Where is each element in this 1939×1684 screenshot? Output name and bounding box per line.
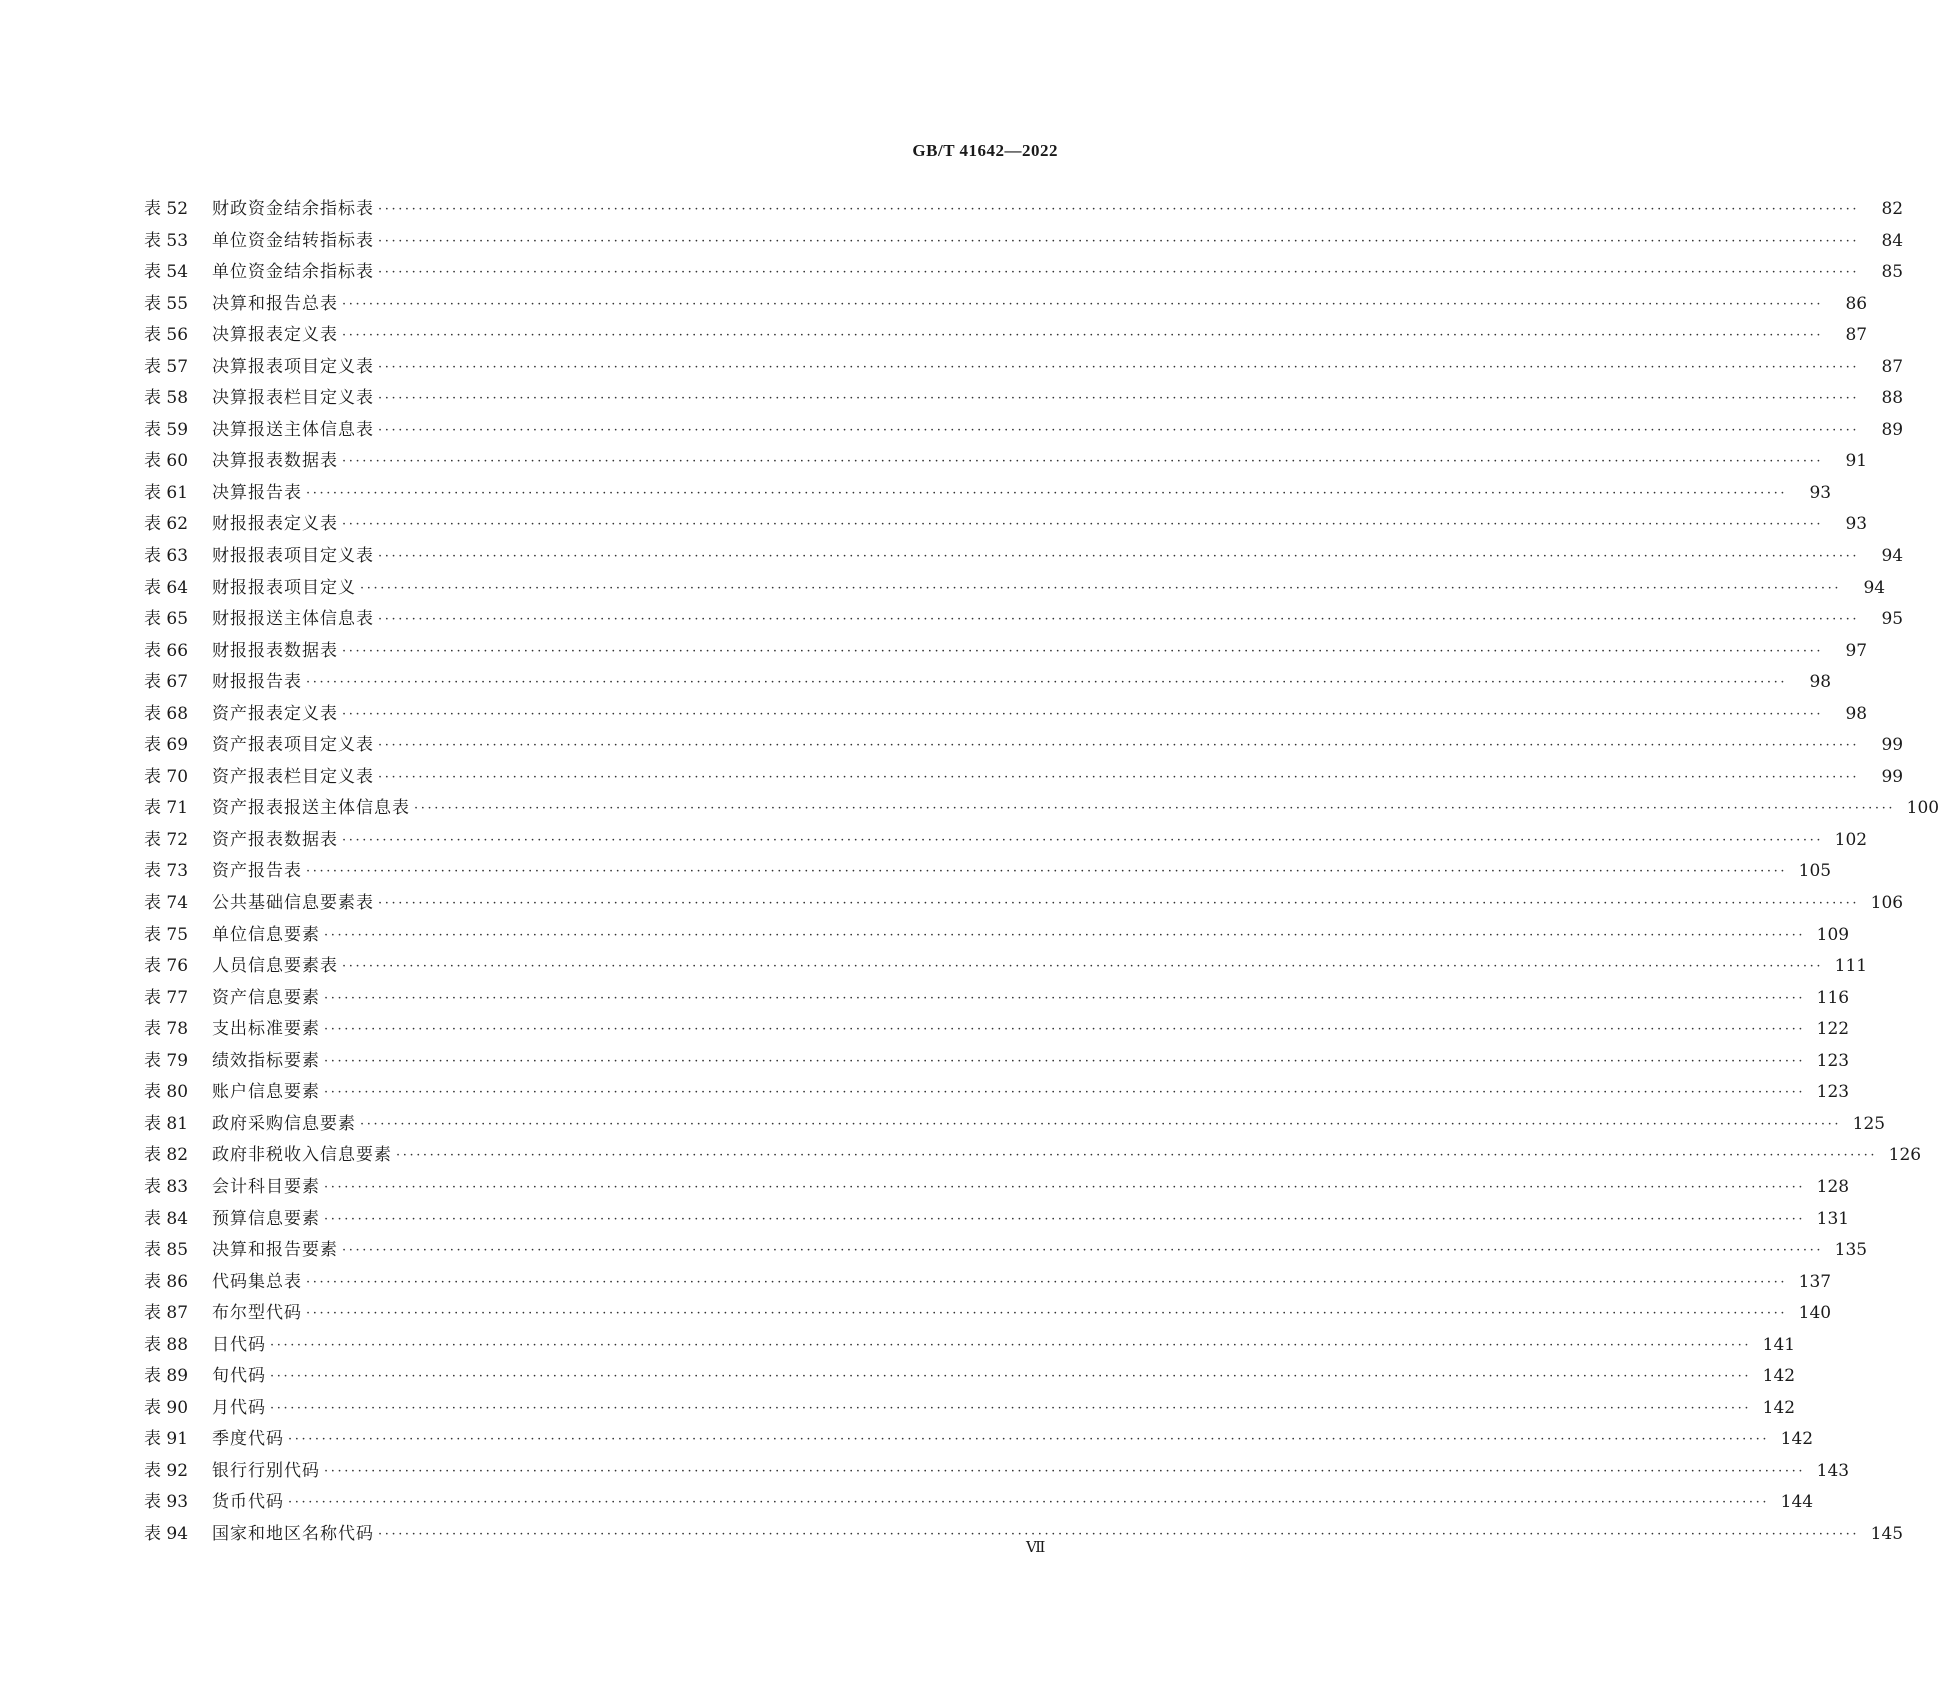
toc-entry-title: 资产报表数据表: [212, 829, 338, 850]
toc-entry-page-number: 85: [1881, 262, 1904, 283]
toc-entry-number: 表 54: [144, 262, 189, 283]
toc-entry[interactable]: [144, 1140, 1922, 1172]
toc-entry-title: 国家和地区名称代码: [212, 1523, 374, 1544]
toc-entry[interactable]: [144, 1235, 1868, 1267]
toc-entry[interactable]: [144, 352, 1904, 384]
toc-entry[interactable]: [144, 1424, 1814, 1456]
toc-entry-page-number: 140: [1798, 1303, 1832, 1324]
dot-leader: ····························································································································································································································: [324, 1211, 1806, 1227]
toc-entry-page-number: 94: [1881, 546, 1904, 567]
toc-entry-page-number: 144: [1780, 1492, 1814, 1513]
toc-entry-title: 月代码: [212, 1397, 266, 1418]
toc-entry-title: 决算报表数据表: [212, 451, 338, 472]
toc-entry-page-number: 82: [1881, 199, 1904, 219]
toc-entry[interactable]: [144, 888, 1904, 920]
toc-entry-number: 表 55: [144, 293, 189, 314]
toc-entry-page-number: 98: [1845, 703, 1868, 724]
dot-leader: ····························································································································································································································: [414, 801, 1896, 817]
toc-entry-title: 财报报表定义表: [212, 514, 338, 535]
toc-entry-title: 季度代码: [212, 1429, 284, 1450]
toc-entry-page-number: 128: [1816, 1176, 1850, 1197]
toc-entry-number: 表 66: [144, 640, 189, 661]
toc-entry-title: 布尔型代码: [212, 1303, 302, 1324]
dot-leader: ····························································································································································································································: [324, 927, 1806, 943]
toc-entry-number: 表 70: [144, 766, 189, 787]
toc-entry[interactable]: [144, 383, 1904, 415]
toc-entry-page-number: 123: [1816, 1082, 1850, 1103]
dot-leader: ····························································································································································································································: [342, 454, 1824, 470]
toc-entry-title: 支出标准要素: [212, 1019, 320, 1040]
toc-entry-title: 决算报送主体信息表: [212, 419, 374, 440]
toc-entry-number: 表 59: [144, 419, 189, 440]
toc-entry-title: 决算报表栏目定义表: [212, 388, 374, 409]
toc-entry[interactable]: [144, 320, 1868, 352]
toc-entry-page-number: 142: [1762, 1366, 1796, 1387]
toc-entry[interactable]: [144, 1046, 1850, 1078]
toc-entry[interactable]: [144, 920, 1850, 952]
toc-entry[interactable]: [144, 1487, 1814, 1519]
toc-entry-page-number: 95: [1881, 609, 1904, 630]
toc-entry-number: 表 56: [144, 325, 189, 346]
dot-leader: ····························································································································································································································: [270, 1337, 1752, 1353]
toc-entry-number: 表 62: [144, 514, 189, 535]
dot-leader: ····························································································································································································································: [342, 296, 1824, 312]
dot-leader: ····························································································································································································································: [270, 1369, 1752, 1385]
toc-entry-title: 财报报表项目定义表: [212, 546, 374, 567]
toc-entry[interactable]: [144, 1298, 1832, 1330]
dot-leader: ····························································································································································································································: [360, 580, 1842, 596]
dot-leader: ····························································································································································································································: [360, 1116, 1842, 1132]
toc-entry-number: 表 94: [144, 1523, 189, 1544]
toc-entry[interactable]: [144, 226, 1904, 258]
toc-entry-number: 表 53: [144, 230, 189, 251]
dot-leader: ····························································································································································································································: [378, 265, 1860, 281]
toc-entry-page-number: 142: [1780, 1429, 1814, 1450]
toc-entry-page-number: 106: [1870, 893, 1904, 914]
toc-entry[interactable]: [144, 509, 1868, 541]
dot-leader: ····························································································································································································································: [324, 1053, 1806, 1069]
toc-entry-number: 表 61: [144, 482, 189, 503]
toc-entry-title: 人员信息要素表: [212, 956, 338, 977]
toc-entry[interactable]: [144, 541, 1904, 573]
toc-entry-page-number: 123: [1816, 1050, 1850, 1071]
toc-entry[interactable]: [144, 446, 1868, 478]
toc-entry[interactable]: [144, 730, 1904, 762]
toc-entry-page-number: 84: [1881, 230, 1904, 251]
toc-entry-number: 表 80: [144, 1082, 189, 1103]
toc-entry-number: 表 75: [144, 924, 189, 945]
toc-entry-page-number: 143: [1816, 1460, 1850, 1481]
toc-entry-number: 表 71: [144, 798, 189, 819]
toc-entry-page-number: 102: [1834, 829, 1868, 850]
toc-entry-page-number: 99: [1881, 735, 1904, 756]
toc-entry-page-number: 122: [1816, 1019, 1850, 1040]
dot-leader: ····························································································································································································································: [324, 1463, 1806, 1479]
toc-entry-page-number: 137: [1798, 1271, 1832, 1292]
toc-entry-number: 表 78: [144, 1019, 189, 1040]
toc-entry[interactable]: [144, 762, 1904, 794]
toc-entry-title: 资产报表报送主体信息表: [212, 798, 410, 819]
toc-entry-number: 表 81: [144, 1113, 189, 1134]
toc-entry-title: 会计科目要素: [212, 1176, 320, 1197]
toc-entry[interactable]: [144, 983, 1850, 1015]
toc-entry-page-number: 105: [1798, 861, 1832, 882]
toc-entry-page-number: 131: [1816, 1208, 1850, 1229]
dot-leader: ····························································································································································································································: [342, 328, 1824, 344]
toc-entry-page-number: 93: [1809, 482, 1832, 503]
toc-entry-title: 代码集总表: [212, 1271, 302, 1292]
toc-entry[interactable]: [144, 856, 1832, 888]
toc-entry-title: 日代码: [212, 1334, 266, 1355]
toc-entry-title: 单位资金结转指标表: [212, 230, 374, 251]
toc-entry[interactable]: [144, 1204, 1850, 1236]
toc-entry-number: 表 92: [144, 1460, 189, 1481]
toc-entry[interactable]: [144, 1330, 1796, 1362]
toc-entry[interactable]: [144, 951, 1868, 983]
table-of-contents-list: [144, 194, 1939, 1551]
toc-entry-page-number: 116: [1816, 987, 1850, 1008]
toc-entry-page-number: 86: [1845, 293, 1868, 314]
toc-entry-title: 资产报表项目定义表: [212, 735, 374, 756]
toc-entry-number: 表 68: [144, 703, 189, 724]
toc-entry-number: 表 86: [144, 1271, 189, 1292]
toc-entry[interactable]: [144, 415, 1904, 447]
toc-entry-title: 决算和报告总表: [212, 293, 338, 314]
toc-entry-page-number: 88: [1881, 388, 1904, 409]
toc-entry-number: 表 93: [144, 1492, 189, 1513]
toc-entry[interactable]: [144, 1109, 1886, 1141]
toc-entry-page-number: 111: [1834, 956, 1868, 977]
toc-entry[interactable]: [144, 604, 1904, 636]
toc-entry-page-number: 142: [1762, 1397, 1796, 1418]
toc-entry-number: 表 65: [144, 609, 189, 630]
dot-leader: ····························································································································································································································: [342, 1243, 1824, 1259]
toc-entry[interactable]: [144, 667, 1832, 699]
toc-entry-title: 决算报告表: [212, 482, 302, 503]
dot-leader: ····························································································································································································································: [378, 896, 1860, 912]
page-folio: Ⅶ: [1026, 1540, 1046, 1556]
toc-entry-title: 绩效指标要素: [212, 1050, 320, 1071]
toc-entry[interactable]: [144, 636, 1868, 668]
toc-entry-page-number: 93: [1845, 514, 1868, 535]
toc-entry-number: 表 58: [144, 388, 189, 409]
toc-entry-number: 表 64: [144, 577, 189, 598]
toc-entry-page-number: 87: [1845, 325, 1868, 346]
toc-entry-title: 财报报送主体信息表: [212, 609, 374, 630]
toc-entry-number: 表 72: [144, 829, 189, 850]
toc-entry-page-number: 99: [1881, 766, 1904, 787]
toc-entry-number: 表 67: [144, 672, 189, 693]
dot-leader: ····························································································································································································································: [378, 738, 1860, 754]
toc-entry-number: 表 90: [144, 1397, 189, 1418]
dot-leader: ····························································································································································································································: [378, 233, 1860, 249]
toc-entry-title: 资产报表定义表: [212, 703, 338, 724]
dot-leader: ····························································································································································································································: [378, 1526, 1860, 1542]
dot-leader: ····························································································································································································································: [378, 391, 1860, 407]
dot-leader: ····························································································································································································································: [342, 517, 1824, 533]
toc-entry-number: 表 89: [144, 1366, 189, 1387]
toc-entry-page-number: 100: [1906, 798, 1939, 819]
toc-entry-page-number: 141: [1762, 1334, 1796, 1355]
toc-entry-title: 决算报表项目定义表: [212, 356, 374, 377]
toc-entry-number: 表 91: [144, 1429, 189, 1450]
toc-entry-number: 表 63: [144, 546, 189, 567]
dot-leader: ····························································································································································································································: [306, 864, 1788, 880]
toc-entry-number: 表 52: [144, 199, 189, 219]
toc-entry[interactable]: [144, 1456, 1850, 1488]
toc-entry-number: 表 74: [144, 893, 189, 914]
toc-entry[interactable]: [144, 1519, 1904, 1551]
toc-entry-title: 财报报表项目定义: [212, 577, 356, 598]
dot-leader: ····························································································································································································································: [378, 202, 1860, 217]
toc-entry-number: 表 79: [144, 1050, 189, 1071]
dot-leader: ····························································································································································································································: [288, 1432, 1770, 1448]
toc-entry-page-number: 94: [1863, 577, 1886, 598]
dot-leader: ····························································································································································································································: [270, 1400, 1752, 1416]
toc-entry-number: 表 69: [144, 735, 189, 756]
dot-leader: ····························································································································································································································: [342, 959, 1824, 975]
toc-entry-page-number: 145: [1870, 1523, 1904, 1544]
dot-leader: ····························································································································································································································: [306, 1306, 1788, 1322]
dot-leader: ····························································································································································································································: [324, 1022, 1806, 1038]
toc-entry-page-number: 97: [1845, 640, 1868, 661]
toc-entry[interactable]: [144, 478, 1832, 510]
toc-entry[interactable]: [144, 1172, 1850, 1204]
dot-leader: ····························································································································································································································: [342, 706, 1824, 722]
toc-entry-title: 资产报表栏目定义表: [212, 766, 374, 787]
toc-entry-title: 货币代码: [212, 1492, 284, 1513]
dot-leader: ····························································································································································································································: [324, 990, 1806, 1006]
dot-leader: ····························································································································································································································: [306, 1274, 1788, 1290]
toc-entry[interactable]: [144, 1393, 1796, 1425]
toc-entry[interactable]: [144, 1014, 1850, 1046]
dot-leader: ····························································································································································································································: [378, 422, 1860, 438]
toc-entry-page-number: 89: [1881, 419, 1904, 440]
toc-entry-number: 表 77: [144, 987, 189, 1008]
toc-entry-page-number: 98: [1809, 672, 1832, 693]
standard-code-header: GB/T 41642—2022: [912, 141, 1058, 160]
dot-leader: ····························································································································································································································: [378, 359, 1860, 375]
toc-entry-number: 表 73: [144, 861, 189, 882]
toc-entry[interactable]: [144, 825, 1868, 857]
toc-entry-title: 财政资金结余指标表: [212, 199, 374, 219]
toc-entry-page-number: 125: [1852, 1113, 1886, 1134]
toc-entry[interactable]: [144, 793, 1939, 825]
toc-entry-number: 表 88: [144, 1334, 189, 1355]
toc-entry[interactable]: [144, 289, 1868, 321]
toc-entry-title: 预算信息要素: [212, 1208, 320, 1229]
toc-entry-title: 政府非税收入信息要素: [212, 1145, 392, 1166]
toc-entry-number: 表 57: [144, 356, 189, 377]
dot-leader: ····························································································································································································································: [324, 1179, 1806, 1195]
toc-entry-number: 表 82: [144, 1145, 189, 1166]
dot-leader: ····························································································································································································································: [306, 485, 1788, 501]
toc-entry-title: 单位信息要素: [212, 924, 320, 945]
toc-entry-page-number: 87: [1881, 356, 1904, 377]
toc-entry-number: 表 83: [144, 1176, 189, 1197]
dot-leader: ····························································································································································································································: [378, 769, 1860, 785]
dot-leader: ····························································································································································································································: [324, 1085, 1806, 1101]
toc-entry[interactable]: [144, 257, 1904, 289]
toc-entry[interactable]: [144, 699, 1868, 731]
toc-entry-page-number: 91: [1845, 451, 1868, 472]
toc-entry-title: 财报报表数据表: [212, 640, 338, 661]
dot-leader: ····························································································································································································································: [342, 643, 1824, 659]
toc-entry-number: 表 85: [144, 1240, 189, 1261]
dot-leader: ····························································································································································································································: [378, 549, 1860, 565]
dot-leader: ····························································································································································································································: [396, 1148, 1878, 1164]
toc-entry-title: 资产报告表: [212, 861, 302, 882]
toc-entry-title: 单位资金结余指标表: [212, 262, 374, 283]
toc-entry-title: 银行行别代码: [212, 1460, 320, 1481]
toc-entry-title: 公共基础信息要素表: [212, 893, 374, 914]
toc-entry-page-number: 109: [1816, 924, 1850, 945]
toc-entry-title: 旬代码: [212, 1366, 266, 1387]
toc-entry-title: 政府采购信息要素: [212, 1113, 356, 1134]
toc-entry-number: 表 87: [144, 1303, 189, 1324]
toc-entry[interactable]: [144, 1077, 1850, 1109]
toc-entry[interactable]: [144, 1361, 1796, 1393]
dot-leader: ····························································································································································································································: [306, 675, 1788, 691]
dot-leader: ····························································································································································································································: [378, 612, 1860, 628]
toc-entry[interactable]: [144, 1267, 1832, 1299]
toc-entry-number: 表 76: [144, 956, 189, 977]
toc-entry-title: 账户信息要素: [212, 1082, 320, 1103]
dot-leader: ····························································································································································································································: [342, 832, 1824, 848]
toc-entry-page-number: 126: [1888, 1145, 1922, 1166]
dot-leader: ····························································································································································································································: [288, 1495, 1770, 1511]
toc-entry-title: 决算报表定义表: [212, 325, 338, 346]
toc-entry-page-number: 135: [1834, 1240, 1868, 1261]
toc-entry-title: 资产信息要素: [212, 987, 320, 1008]
toc-entry-title: 决算和报告要素: [212, 1240, 338, 1261]
toc-entry-number: 表 60: [144, 451, 189, 472]
toc-entry-number: 表 84: [144, 1208, 189, 1229]
toc-entry[interactable]: [144, 573, 1886, 605]
toc-entry[interactable]: [144, 194, 1904, 226]
toc-entry-title: 财报报告表: [212, 672, 302, 693]
